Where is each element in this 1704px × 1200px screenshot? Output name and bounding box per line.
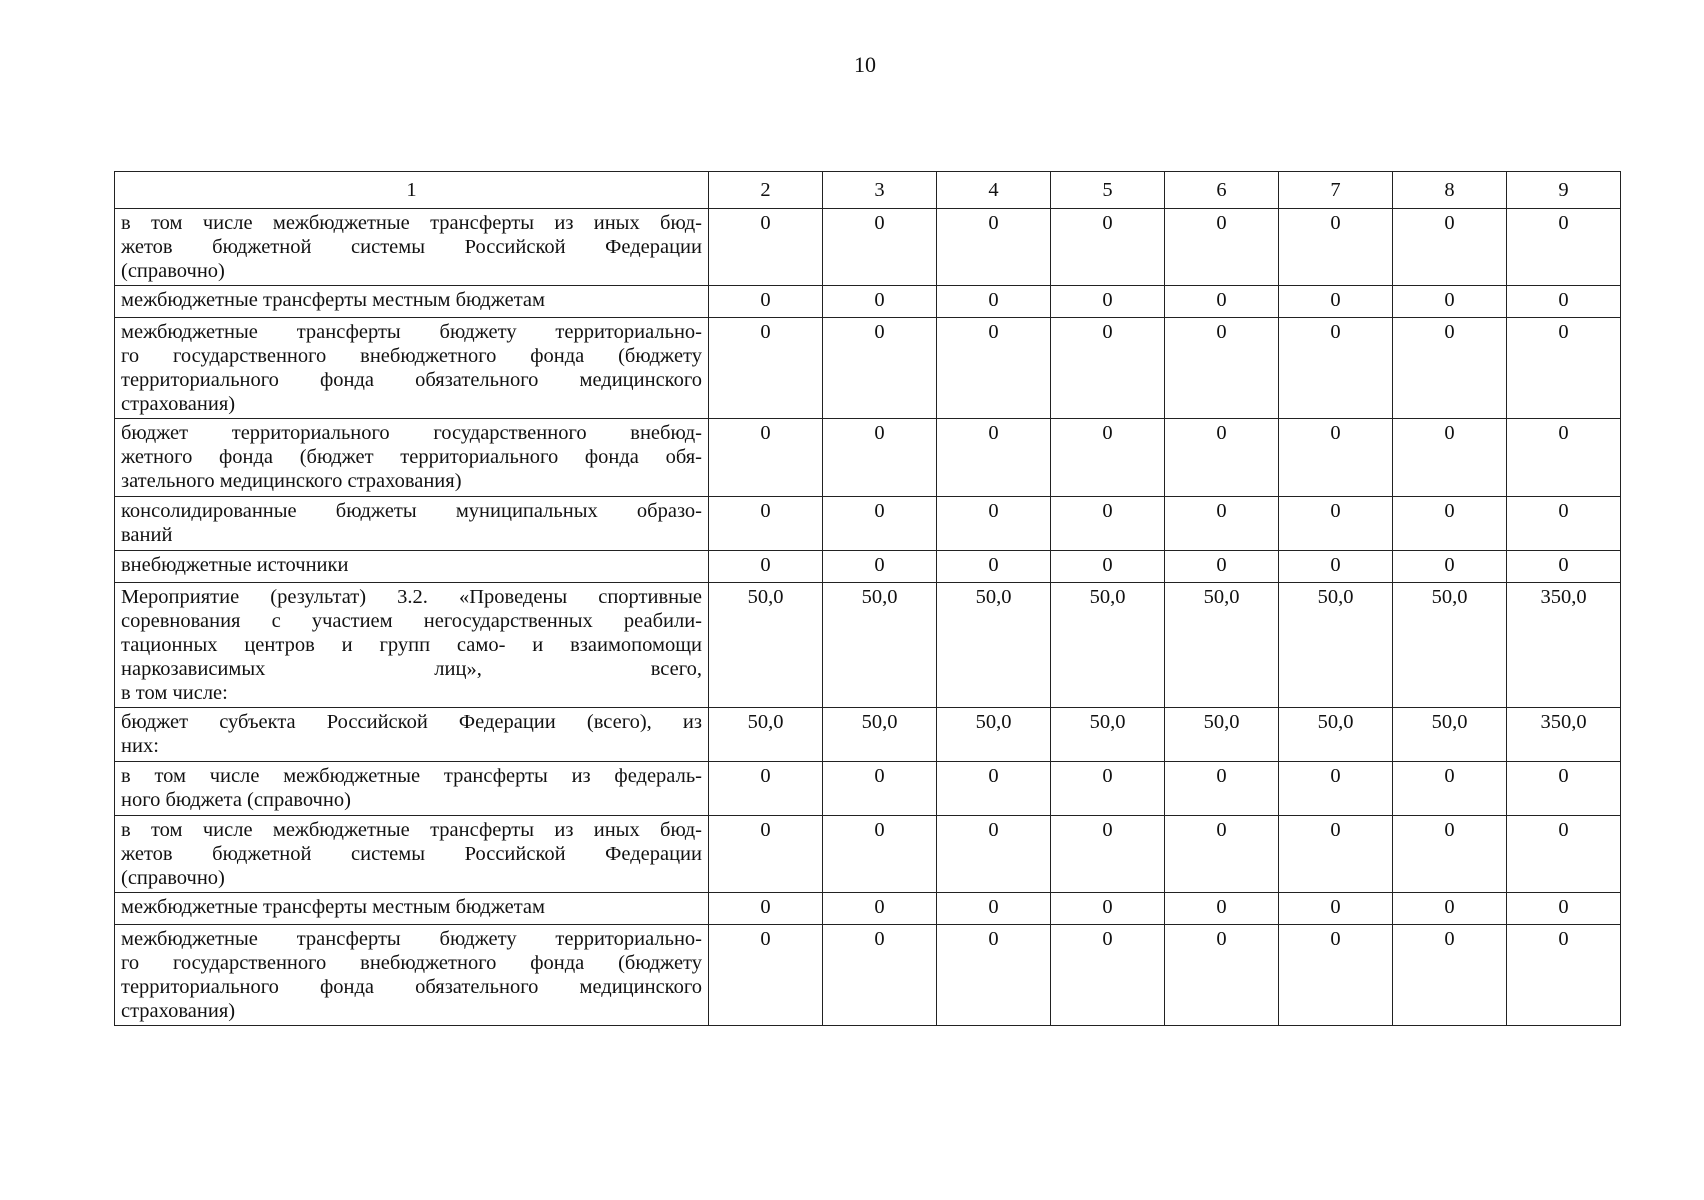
cell-value: 0 xyxy=(1051,816,1165,893)
cell-value: 50,0 xyxy=(709,708,823,762)
cell-value: 0 xyxy=(709,816,823,893)
cell-value: 0 xyxy=(1051,893,1165,925)
page-number: 10 xyxy=(854,52,876,77)
cell-value: 0 xyxy=(1165,286,1279,318)
cell-value: 350,0 xyxy=(1507,583,1621,708)
row-label: внебюджетные источники xyxy=(115,551,709,583)
cell-value: 0 xyxy=(823,318,937,419)
cell-value: 0 xyxy=(1279,419,1393,497)
cell-value: 0 xyxy=(709,419,823,497)
budget-table xyxy=(114,171,1621,1026)
cell-value: 0 xyxy=(1393,816,1507,893)
column-header: 4 xyxy=(937,172,1051,209)
cell-value: 0 xyxy=(1279,318,1393,419)
cell-value: 0 xyxy=(937,419,1051,497)
cell-value: 0 xyxy=(937,318,1051,419)
cell-value: 0 xyxy=(1507,925,1621,1026)
cell-value: 50,0 xyxy=(1393,583,1507,708)
table-row xyxy=(115,762,1621,816)
cell-value: 50,0 xyxy=(823,583,937,708)
row-label: межбюджетные трансферты местным бюджетам xyxy=(115,286,709,318)
cell-value: 0 xyxy=(1051,551,1165,583)
column-header: 5 xyxy=(1051,172,1165,209)
cell-value: 0 xyxy=(1507,893,1621,925)
cell-value: 50,0 xyxy=(1165,583,1279,708)
cell-value: 0 xyxy=(823,925,937,1026)
row-label: в том числе межбюджетные трансферты из иных бюд- жетов бюджетной системы Российской Федерации (справочно) xyxy=(115,816,709,893)
table-row xyxy=(115,893,1621,925)
header-row xyxy=(115,172,1621,209)
cell-value: 50,0 xyxy=(1165,708,1279,762)
table-row xyxy=(115,816,1621,893)
cell-value: 0 xyxy=(937,762,1051,816)
cell-value: 0 xyxy=(1165,209,1279,286)
cell-value: 0 xyxy=(1507,762,1621,816)
table-row xyxy=(115,419,1621,497)
column-header: 2 xyxy=(709,172,823,209)
cell-value: 0 xyxy=(709,209,823,286)
column-header: 9 xyxy=(1507,172,1621,209)
row-label: межбюджетные трансферты бюджету территориально- го государственного внебюджетного фонда (бюджету территориального фонда обязательного медицинского страхования) xyxy=(115,925,709,1026)
cell-value: 0 xyxy=(709,893,823,925)
cell-value: 0 xyxy=(937,816,1051,893)
cell-value: 0 xyxy=(709,551,823,583)
cell-value: 50,0 xyxy=(709,583,823,708)
column-header: 6 xyxy=(1165,172,1279,209)
cell-value: 0 xyxy=(1507,551,1621,583)
table-row xyxy=(115,551,1621,583)
cell-value: 0 xyxy=(1507,209,1621,286)
table-row xyxy=(115,318,1621,419)
cell-value: 0 xyxy=(823,762,937,816)
table-row xyxy=(115,708,1621,762)
cell-value: 0 xyxy=(1393,497,1507,551)
cell-value: 0 xyxy=(1279,893,1393,925)
cell-value: 0 xyxy=(709,318,823,419)
cell-value: 0 xyxy=(937,893,1051,925)
cell-value: 0 xyxy=(1165,497,1279,551)
row-label: в том числе межбюджетные трансферты из федераль- ного бюджета (справочно) xyxy=(115,762,709,816)
cell-value: 0 xyxy=(1165,816,1279,893)
row-label: в том числе межбюджетные трансферты из иных бюд- жетов бюджетной системы Российской Федерации (справочно) xyxy=(115,209,709,286)
cell-value: 0 xyxy=(1507,318,1621,419)
column-header: 3 xyxy=(823,172,937,209)
cell-value: 0 xyxy=(1279,762,1393,816)
cell-value: 0 xyxy=(1165,762,1279,816)
cell-value: 0 xyxy=(1393,419,1507,497)
cell-value: 0 xyxy=(1051,497,1165,551)
cell-value: 0 xyxy=(1393,209,1507,286)
cell-value: 0 xyxy=(1051,419,1165,497)
cell-value: 50,0 xyxy=(823,708,937,762)
cell-value: 0 xyxy=(823,816,937,893)
cell-value: 0 xyxy=(1165,925,1279,1026)
row-label: бюджет субъекта Российской Федерации (всего), из них: xyxy=(115,708,709,762)
row-label: бюджет территориального государственного внебюд- жетного фонда (бюджет территориального фонда обя- зательного медицинского страхования) xyxy=(115,419,709,497)
cell-value: 0 xyxy=(1165,551,1279,583)
table-row xyxy=(115,925,1621,1026)
row-label: межбюджетные трансферты местным бюджетам xyxy=(115,893,709,925)
cell-value: 0 xyxy=(1165,893,1279,925)
cell-value: 50,0 xyxy=(1279,708,1393,762)
cell-value: 0 xyxy=(709,762,823,816)
cell-value: 0 xyxy=(1393,551,1507,583)
cell-value: 0 xyxy=(937,286,1051,318)
table-row xyxy=(115,286,1621,318)
cell-value: 0 xyxy=(823,551,937,583)
cell-value: 0 xyxy=(937,497,1051,551)
cell-value: 50,0 xyxy=(1279,583,1393,708)
cell-value: 0 xyxy=(1279,497,1393,551)
row-label: Мероприятие (результат) 3.2. «Проведены спортивные соревнования с участием негосударственных реабили- тационных центров и групп само- и взаимопомощи наркозависимых лиц», всего, в том числе: xyxy=(115,583,709,708)
cell-value: 0 xyxy=(1393,893,1507,925)
cell-value: 0 xyxy=(1051,925,1165,1026)
cell-value: 0 xyxy=(709,925,823,1026)
cell-value: 0 xyxy=(1507,286,1621,318)
cell-value: 350,0 xyxy=(1507,708,1621,762)
column-header: 1 xyxy=(115,172,709,209)
cell-value: 0 xyxy=(937,551,1051,583)
cell-value: 0 xyxy=(1279,209,1393,286)
cell-value: 0 xyxy=(823,497,937,551)
cell-value: 0 xyxy=(1393,318,1507,419)
cell-value: 0 xyxy=(1507,816,1621,893)
cell-value: 0 xyxy=(1051,762,1165,816)
cell-value: 0 xyxy=(1165,318,1279,419)
cell-value: 0 xyxy=(1507,419,1621,497)
cell-value: 0 xyxy=(937,925,1051,1026)
cell-value: 50,0 xyxy=(937,583,1051,708)
cell-value: 0 xyxy=(1051,286,1165,318)
cell-value: 0 xyxy=(709,497,823,551)
table-row xyxy=(115,497,1621,551)
table-body xyxy=(115,209,1621,1026)
cell-value: 0 xyxy=(823,209,937,286)
cell-value: 0 xyxy=(823,286,937,318)
cell-value: 50,0 xyxy=(1393,708,1507,762)
column-header: 7 xyxy=(1279,172,1393,209)
cell-value: 50,0 xyxy=(1051,583,1165,708)
cell-value: 0 xyxy=(937,209,1051,286)
cell-value: 50,0 xyxy=(937,708,1051,762)
cell-value: 0 xyxy=(1279,816,1393,893)
cell-value: 0 xyxy=(1279,551,1393,583)
cell-value: 0 xyxy=(1393,762,1507,816)
cell-value: 0 xyxy=(1393,286,1507,318)
cell-value: 0 xyxy=(1051,318,1165,419)
cell-value: 50,0 xyxy=(1051,708,1165,762)
cell-value: 0 xyxy=(823,893,937,925)
cell-value: 0 xyxy=(1279,286,1393,318)
cell-value: 0 xyxy=(1051,209,1165,286)
cell-value: 0 xyxy=(1393,925,1507,1026)
column-header: 8 xyxy=(1393,172,1507,209)
row-label: консолидированные бюджеты муниципальных образо- ваний xyxy=(115,497,709,551)
cell-value: 0 xyxy=(709,286,823,318)
row-label: межбюджетные трансферты бюджету территориально- го государственного внебюджетного фонда (бюджету территориального фонда обязательного медицинского страхования) xyxy=(115,318,709,419)
cell-value: 0 xyxy=(823,419,937,497)
cell-value: 0 xyxy=(1507,497,1621,551)
cell-value: 0 xyxy=(1279,925,1393,1026)
table-row xyxy=(115,583,1621,708)
table-row xyxy=(115,209,1621,286)
cell-value: 0 xyxy=(1165,419,1279,497)
